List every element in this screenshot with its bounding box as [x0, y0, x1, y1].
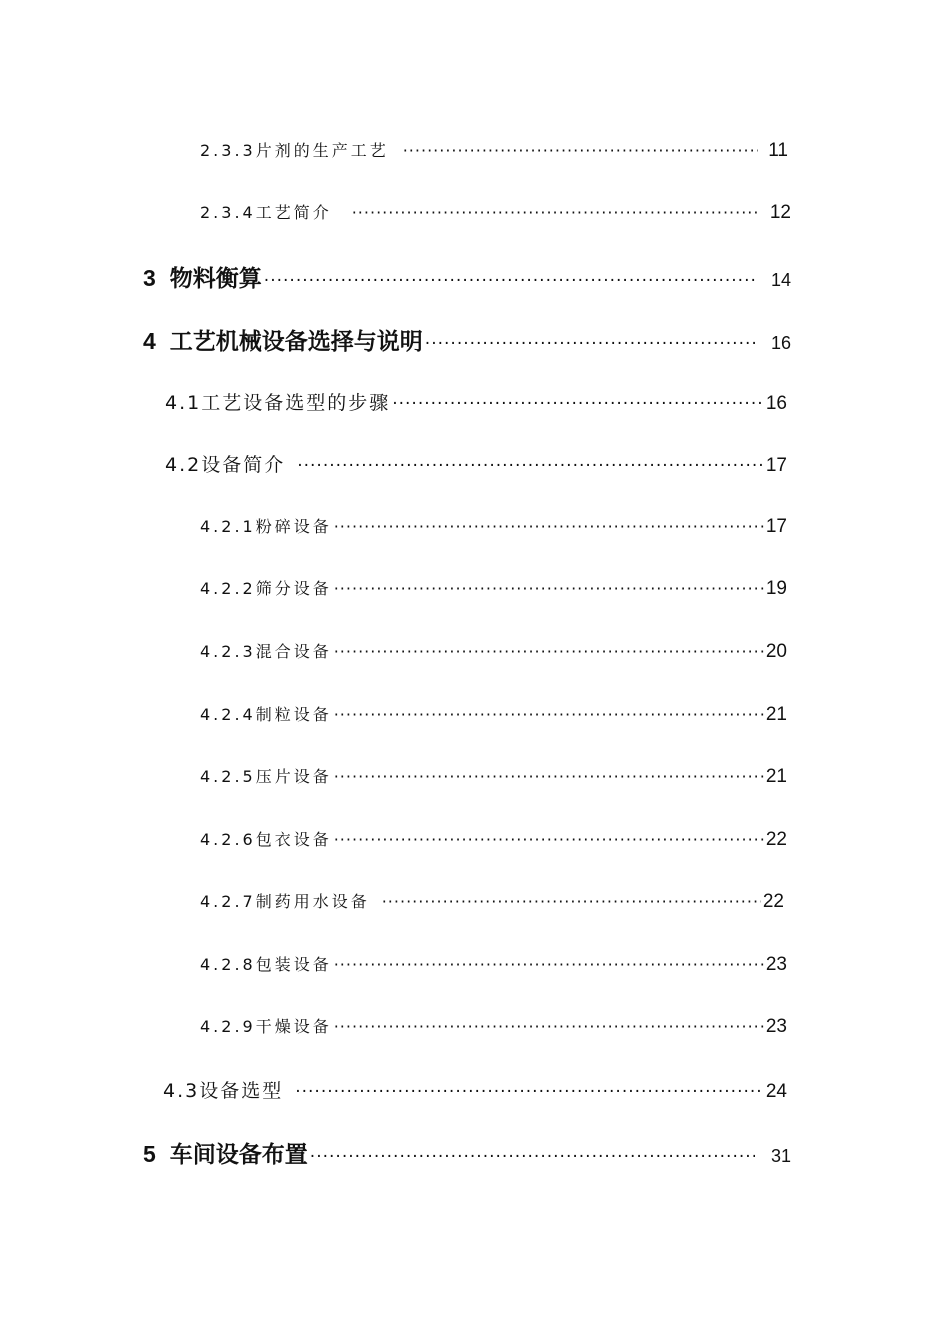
toc-entry-4-3[interactable] — [163, 1076, 787, 1103]
toc-entry-title: 4.1工艺设备选型的步骤 — [165, 392, 391, 414]
toc-entry-4-2-8[interactable] — [200, 952, 787, 976]
toc-page-number: 17 — [765, 455, 787, 476]
toc-entry-title: 4.2.6包衣设备 — [200, 830, 332, 849]
toc-entry-4-2-5[interactable] — [200, 764, 787, 788]
toc-dot-leader — [334, 579, 764, 598]
toc-page-number: 12 — [769, 202, 791, 223]
toc-page-number: 21 — [765, 766, 787, 787]
toc-page-number: 21 — [765, 704, 787, 725]
toc-entry-title — [143, 260, 262, 293]
toc-dot-leader — [334, 767, 764, 786]
toc-entry-title: 4.2.5压片设备 — [200, 767, 332, 786]
toc-page-number: 23 — [765, 1016, 787, 1037]
toc-entry-4-2-4[interactable] — [200, 702, 787, 726]
toc-entry-4-2[interactable] — [165, 450, 787, 477]
toc-page-number: 22 — [765, 829, 787, 850]
toc-dot-leader — [310, 1147, 755, 1167]
toc-dot-leader — [295, 1082, 764, 1102]
toc-dot-leader — [403, 141, 759, 160]
toc-entry-title: 4.2.3混合设备 — [200, 642, 332, 661]
toc-dot-leader — [382, 892, 761, 911]
toc-entry-4-1[interactable] — [165, 388, 787, 415]
toc-entry-title: 4.2.9干燥设备 — [200, 1017, 332, 1036]
toc-dot-leader — [392, 394, 764, 414]
toc-entry-4-2-3[interactable] — [200, 639, 787, 663]
toc-page-number: 16 — [765, 393, 787, 414]
toc-entry-title — [143, 1136, 308, 1169]
toc-page-number: 16 — [770, 333, 791, 353]
chapter-title: 工艺机械设备选择与说明 — [169, 329, 423, 355]
toc-entry-title: 4.3设备选型 — [163, 1080, 284, 1102]
toc-page-number: 11 — [768, 140, 788, 161]
toc-page-number: 20 — [765, 641, 787, 662]
toc-page-number: 22 — [762, 891, 784, 912]
toc-dot-leader — [334, 1017, 764, 1036]
toc-entry-chapter-4[interactable] — [143, 323, 791, 356]
chapter-number: 3 — [143, 265, 156, 291]
toc-page-number: 24 — [765, 1081, 787, 1102]
toc-entry-title — [143, 323, 423, 356]
toc-page-number: 17 — [765, 516, 787, 537]
toc-page-number: 31 — [770, 1146, 791, 1166]
toc-dot-leader — [334, 705, 764, 724]
toc-dot-leader — [264, 271, 755, 291]
toc-page-number: 14 — [770, 270, 791, 290]
toc-dot-leader — [334, 517, 764, 536]
toc-dot-leader — [334, 642, 764, 661]
toc-entry-title: 2.3.3片剂的生产工艺 — [200, 141, 389, 160]
toc-entry-2-3-4[interactable] — [200, 200, 791, 224]
toc-entry-title: 4.2设备简介 — [165, 454, 286, 476]
toc-entry-title: 4.2.8包装设备 — [200, 955, 332, 974]
toc-dot-leader — [352, 203, 758, 222]
toc-page-number: 19 — [765, 578, 787, 599]
toc-entry-title: 2.3.4工艺简介 — [200, 203, 332, 222]
toc-entry-title: 4.2.1粉碎设备 — [200, 517, 332, 536]
toc-entry-4-2-1[interactable] — [200, 514, 787, 538]
toc-entry-title: 4.2.7制药用水设备 — [200, 892, 370, 911]
chapter-number: 4 — [143, 328, 156, 354]
chapter-title: 物料衡算 — [169, 266, 262, 292]
toc-dot-leader — [334, 955, 764, 974]
toc-entry-4-2-7[interactable] — [200, 889, 784, 913]
toc-page-number: 23 — [765, 954, 787, 975]
toc-entry-4-2-9[interactable] — [200, 1014, 787, 1038]
toc-entry-chapter-5[interactable] — [143, 1136, 791, 1169]
toc-dot-leader — [425, 334, 755, 354]
toc-entry-chapter-3[interactable] — [143, 260, 791, 293]
toc-entry-2-3-3[interactable] — [200, 138, 788, 162]
chapter-title: 车间设备布置 — [169, 1142, 308, 1168]
chapter-number: 5 — [143, 1141, 156, 1167]
toc-dot-leader — [334, 830, 764, 849]
toc-entry-title: 4.2.4制粒设备 — [200, 705, 332, 724]
toc-entry-4-2-6[interactable] — [200, 827, 787, 851]
toc-entry-4-2-2[interactable] — [200, 576, 787, 600]
toc-dot-leader — [297, 456, 764, 476]
toc-entry-title: 4.2.2筛分设备 — [200, 579, 332, 598]
